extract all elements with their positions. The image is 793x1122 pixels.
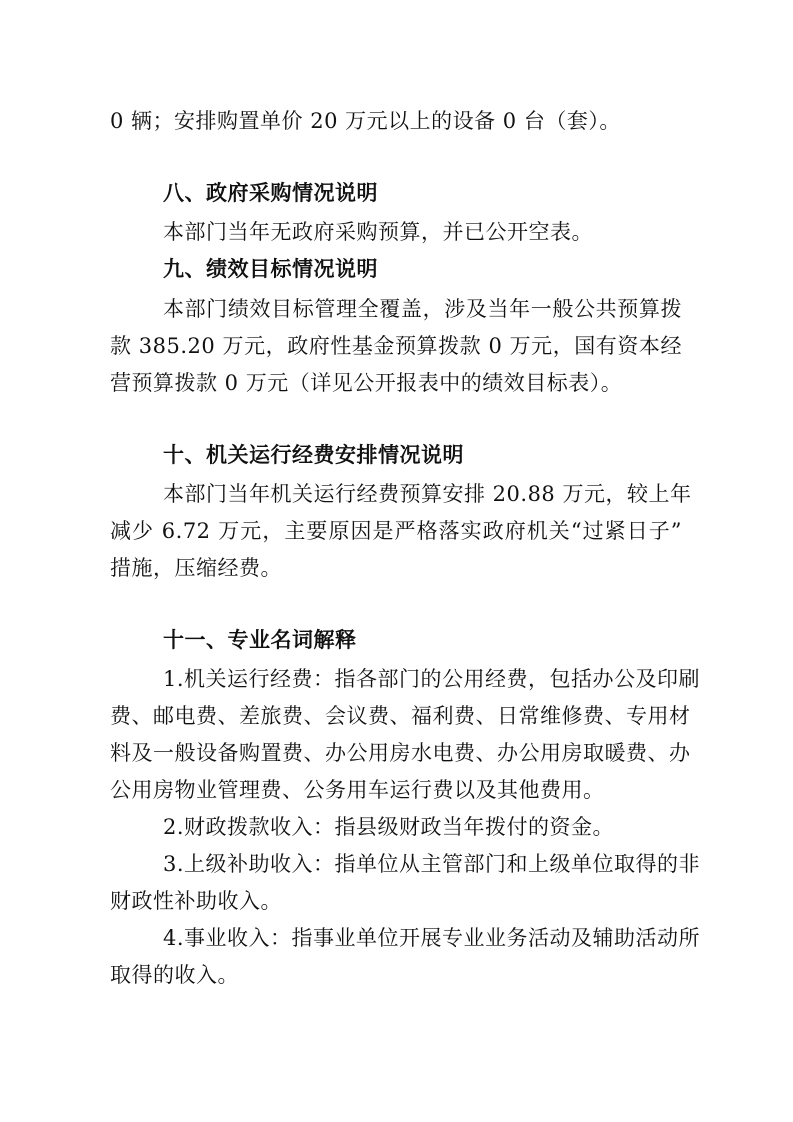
definition-2-line: 2.财政拨款收入：指县级财政当年拨付的资金。	[163, 815, 615, 839]
section-10-heading: 十、机关运行经费安排情况说明	[163, 443, 464, 467]
section-8-heading: 八、政府采购情况说明	[163, 181, 378, 205]
section-10-paragraph-line: 措施，压缩经费。	[110, 556, 282, 580]
section-9-heading: 九、绩效目标情况说明	[163, 257, 378, 281]
definition-3-line: 财政性补助收入。	[110, 889, 282, 913]
section-10-paragraph-line: 减少 6.72 万元，主要原因是严格落实政府机关“过紧日子”	[110, 519, 682, 543]
definition-1-line: 料及一般设备购置费、办公用房水电费、办公用房取暖费、办	[110, 741, 691, 765]
section-10-paragraph-line: 本部门当年机关运行经费预算安排 20.88 万元，较上年	[163, 482, 692, 506]
section-11-heading: 十一、专业名词解释	[163, 628, 357, 652]
section-9-paragraph-line: 款 385.20 万元，政府性基金预算拨款 0 万元，国有资本经	[110, 334, 682, 358]
section-8-paragraph: 本部门当年无政府采购预算，并已公开空表。	[163, 220, 593, 244]
intro-line: 0 辆；安排购置单价 20 万元以上的设备 0 台（套）。	[110, 109, 621, 133]
section-9-paragraph-line: 营预算拨款 0 万元（详见公开报表中的绩效目标表）。	[110, 371, 623, 395]
definition-4-line: 4.事业收入：指事业单位开展专业业务活动及辅助活动所	[163, 926, 701, 950]
definition-1-line: 公用房物业管理费、公务用车运行费以及其他费用。	[110, 778, 605, 802]
definition-1-line: 1.机关运行经费：指各部门的公用经费，包括办公及印刷	[163, 667, 701, 691]
definition-1-line: 费、邮电费、差旅费、会议费、福利费、日常维修费、专用材	[110, 704, 691, 728]
definition-4-line: 取得的收入。	[110, 963, 239, 987]
definition-3-line: 3.上级补助收入：指单位从主管部门和上级单位取得的非	[163, 852, 701, 876]
section-9-paragraph-line: 本部门绩效目标管理全覆盖，涉及当年一般公共预算拨	[163, 297, 682, 321]
